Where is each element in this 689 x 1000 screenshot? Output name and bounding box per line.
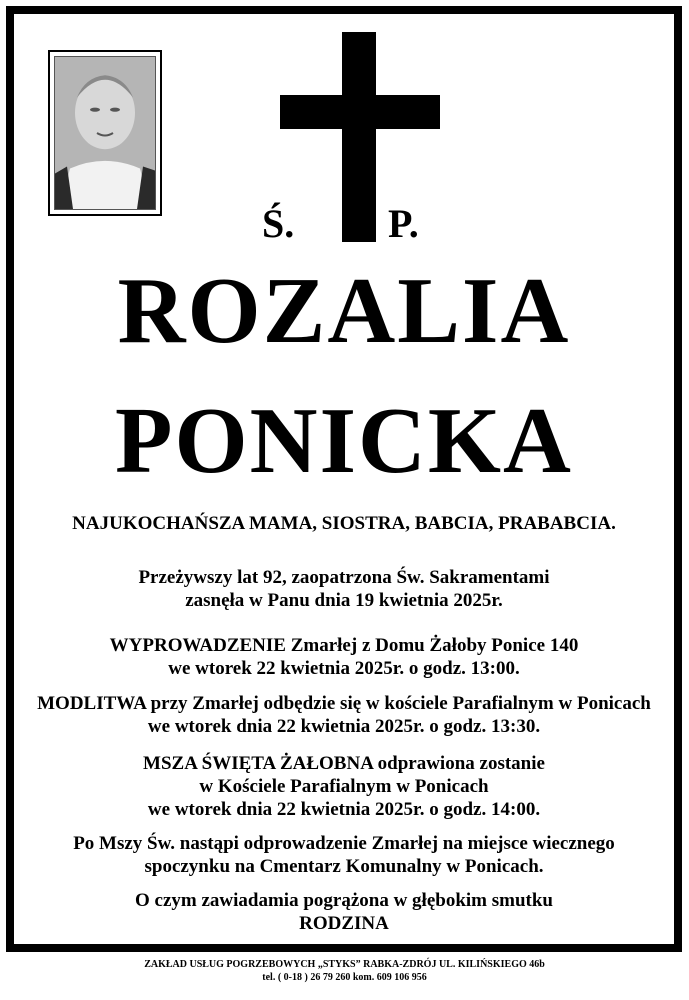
paragraph-line: spoczynku na Cmentarz Komunalny w Ponicach. (144, 856, 544, 877)
paragraph-line: Po Mszy Św. nastąpi odprowadzenie Zmarłej na miejsce wiecznego (73, 833, 615, 854)
cross-vertical (342, 32, 376, 242)
first-name: ROZALIA (117, 259, 571, 363)
paragraph-line: Przeżywszy lat 92, zaopatrzona Św. Sakramentami (138, 567, 550, 588)
sp-prefix-right: P. (388, 201, 419, 246)
sp-prefix-left: Ś. (262, 201, 295, 246)
relations-line: NAJUKOCHAŃSZA MAMA, SIOSTRA, BABCIA, PRABABCIA. (72, 513, 616, 534)
portrait-photo (48, 50, 162, 216)
portrait-image (54, 56, 156, 210)
paragraph-line: WYPROWADZENIE Zmarłej z Domu Żałoby Ponice 140 (109, 635, 579, 656)
paragraph-line: MODLITWA przy Zmarłej odbędzie się w kościele Parafialnym w Ponicach (37, 693, 651, 714)
paragraph-line: we wtorek dnia 22 kwietnia 2025r. o godz. 13:30. (147, 716, 541, 737)
paragraph-line: we wtorek 22 kwietnia 2025r. o godz. 13:00. (168, 658, 520, 679)
paragraph-line: O czym zawiadamia pogrążona w głębokim smutku (135, 890, 553, 911)
paragraph-line: zasnęła w Panu dnia 19 kwietnia 2025r. (185, 590, 503, 611)
footer-company: ZAKŁAD USŁUG POGRZEBOWYCH „STYKS” RABKA-ZDRÓJ UL. KILIŃSKIEGO 46b (144, 959, 545, 970)
footer-phone: tel. ( 0-18 ) 26 79 260 kom. 609 106 956 (262, 972, 427, 983)
paragraph-line: we wtorek dnia 22 kwietnia 2025r. o godz. 14:00. (147, 799, 541, 820)
paragraph-line: MSZA ŚWIĘTA ŻAŁOBNA odprawiona zostanie (143, 753, 545, 774)
obituary-frame (6, 6, 682, 952)
paragraph-line: w Kościele Parafialnym w Ponicach (199, 776, 489, 797)
last-name: PONICKA (115, 389, 573, 493)
family-signature: RODZINA (299, 913, 389, 934)
cross-horizontal (280, 95, 440, 129)
portrait-icon (55, 57, 155, 209)
